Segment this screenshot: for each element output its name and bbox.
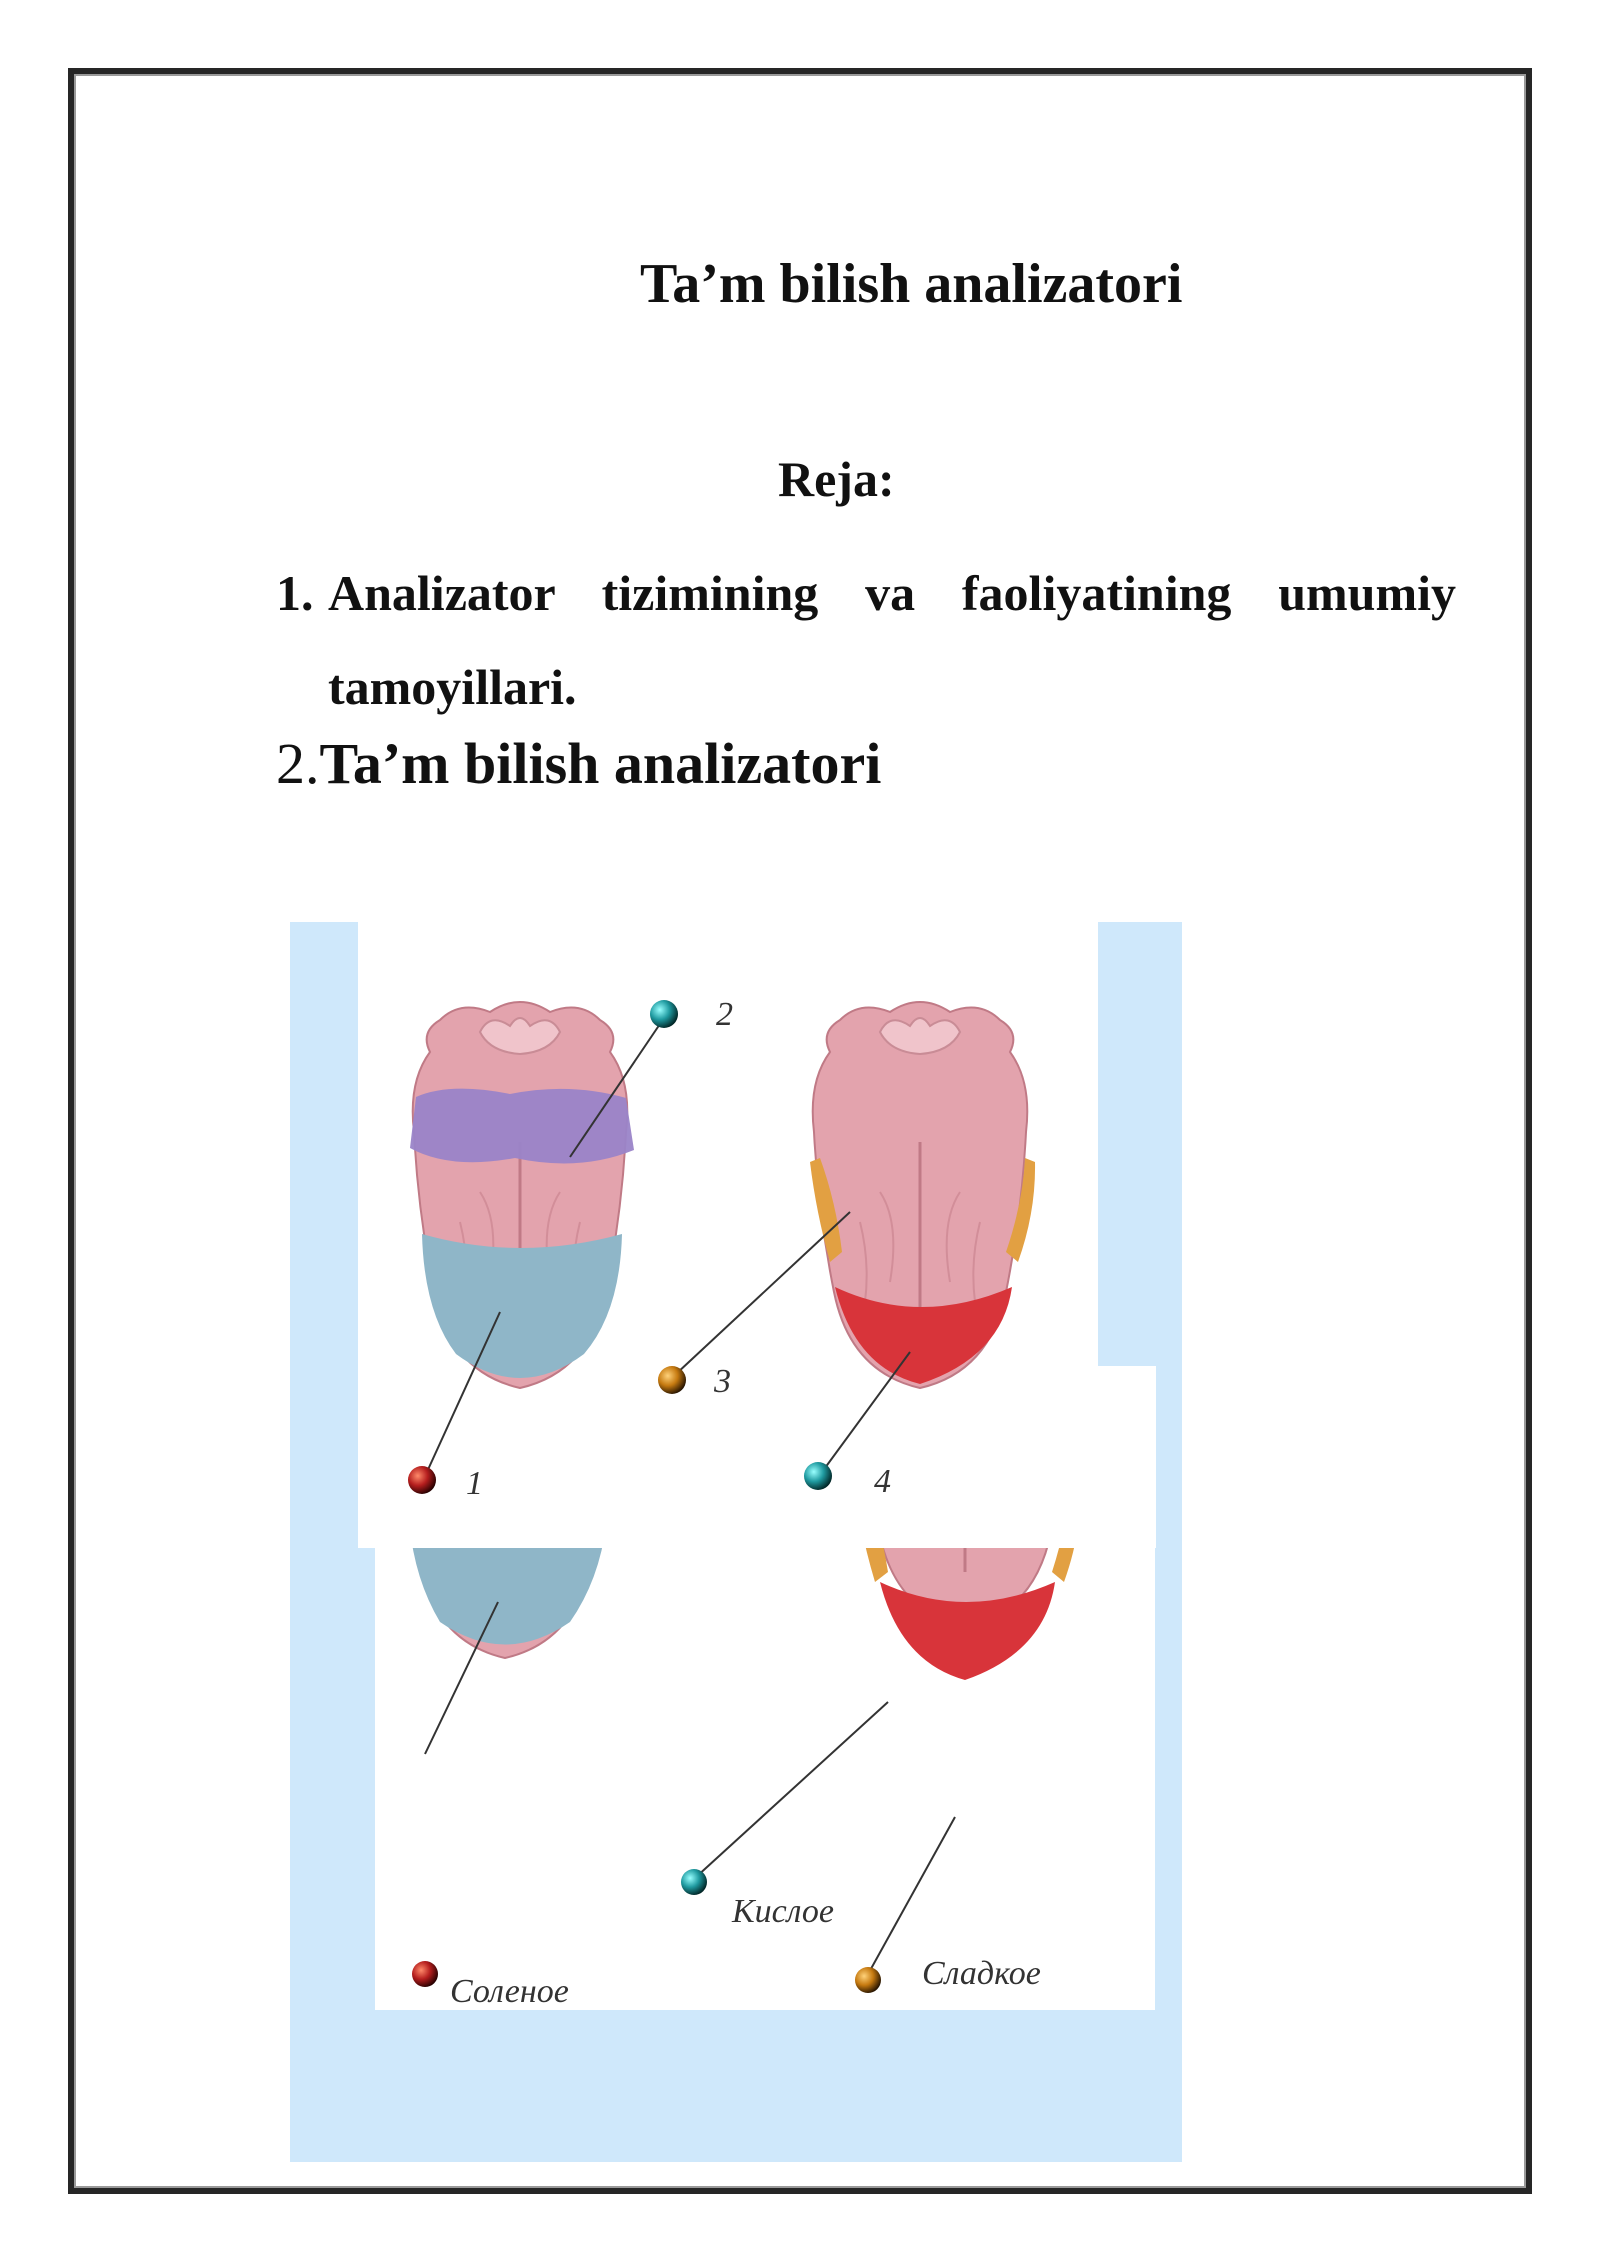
plan-item-text: Analizator tizimining va faoliyatining umumiy tamoyillari. [328,565,1456,715]
plan-heading: Reja: [778,451,895,507]
plan-item-number: 2. [276,731,320,796]
label-number-1: 1 [466,1465,483,1502]
label-sweet: Сладкое [922,1955,1041,1992]
label-sour: Кислое [732,1893,834,1930]
document-title: Ta’m bilish analizatori [640,253,1183,315]
label-number-3: 3 [714,1363,731,1400]
plan-item-1 [276,546,1456,734]
tongue-taste-zones-figure [290,922,1182,2162]
upper-panel [358,922,1156,1548]
plan-item-text: Ta’m bilish analizatori [319,731,882,796]
label-salty: Соленое [450,1973,569,2010]
label-number-2: 2 [716,996,733,1033]
plan-item-number: 1. [276,565,314,621]
label-number-4: 4 [874,1463,891,1500]
plan-item-2 [276,730,881,797]
